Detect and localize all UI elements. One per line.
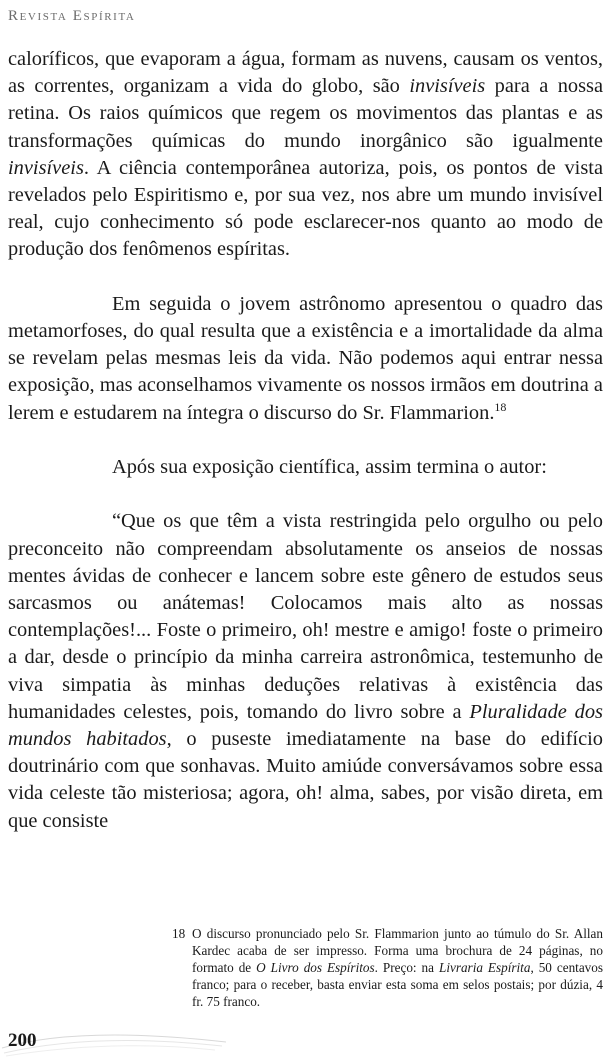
footnote-text xyxy=(192,925,603,1010)
paragraph xyxy=(8,508,603,834)
text-run: , 50 centavos franco; para o receber, basta enviar esta soma em selos postais; por dúzia, 4 fr. 75 franco. xyxy=(192,960,604,1010)
italic-text: invisíveis xyxy=(409,75,486,98)
text-run: . Preço: na xyxy=(374,960,439,976)
text-run: caloríficos, que evaporam a água, formam as nuvens, causam os ventos, as correntes, organizam a vida do globo, são xyxy=(8,48,603,98)
text-run: . A ciência contemporânea autoriza, pois, os pontos de vista revelados pelo Espiritismo e, por sua vez, nos abre um mundo invisível real, cujo conhecimento só pode esclarecer-nos quanto ao modo de produção dos fenômenos espíritas. xyxy=(8,156,603,261)
italic-text: Pluralidade dos mundos habitados xyxy=(8,700,603,751)
footnote-number: 18 xyxy=(172,926,186,941)
text-run: , o puseste imediatamente na base do edifício doutrinário com que sonhavas. Muito amiúde conversávamos sobre essa vida celeste tão misteriosa; agora, oh! alma, sabes, por visão direta, em que consiste xyxy=(8,728,603,832)
footnote xyxy=(172,925,603,1010)
italic-text: O Livro dos Espíritos xyxy=(256,960,375,976)
page-number: 200 xyxy=(8,1030,37,1051)
body-text xyxy=(8,46,603,835)
paragraph xyxy=(8,291,603,427)
footnote-reference: 18 xyxy=(494,399,507,414)
running-header: Revista Espírita xyxy=(8,8,136,24)
text-run: Em seguida o jovem astrônomo apresentou o quadro das metamorfoses, do qual resulta que a existência e a imortalidade da alma se revelam pelas mesmas leis da vida. Não podemos aqui entrar nessa exposição, mas aconselhamos vivamente os nossos irmãos em doutrina a lerem e estudarem na íntegra o discurso do Sr. Flammarion. xyxy=(8,292,603,424)
paragraph xyxy=(8,46,603,264)
italic-text: invisíveis xyxy=(8,156,84,179)
text-run: “Que os que têm a vista restringida pelo orgulho ou pelo preconceito não compreendam absolutamente os anseios de nossas mentes ávidas de conhecer e lancem sobre este gênero de estudos seus sarcasmos ou anátemas! Colocamos mais alto as nossas contemplações!... Foste o primeiro, oh! mestre e amigo! foste o primeiro a dar, desde o princípio da minha carreira astronômica, testemunho de viva simpatia às minhas deduções relativas à existência das humanidades celestes, pois, tomando do livro sobre a xyxy=(8,510,603,723)
paragraph xyxy=(8,454,603,481)
text-run: Após sua exposição científica, assim termina o autor: xyxy=(112,456,547,479)
italic-text: Livraria Espírita xyxy=(438,960,531,976)
text-run: para a nossa retina. Os raios químicos que regem os movimentos das plantas e as transformações químicas do mundo inorgânico são igualmente xyxy=(8,75,603,152)
text-run: O discurso pronunciado pelo Sr. Flammarion junto ao túmulo do Sr. Allan Kardec acaba de ser impresso. Forma uma brochura de 24 páginas, no formato de xyxy=(192,926,603,976)
